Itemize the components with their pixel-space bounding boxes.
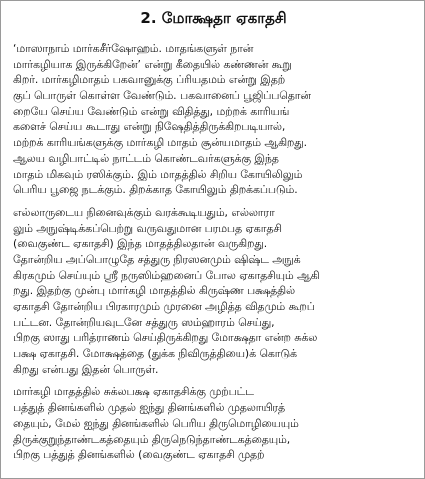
text-line: பத்துத் தினங்களில் முதல் ஐந்து தினங்களில் முதலாயிரத் bbox=[13, 401, 286, 415]
chapter-title: 2. மோக்ஷதா ஏகாதசி bbox=[140, 9, 287, 27]
text-line: பிறகு ஸாது பரித்ராணம் செய்திருக்கிறது மோக்ஷதா என்ற சுக்ல bbox=[13, 331, 318, 345]
text-line: கிரகமும் செய்யும் ஸ்ரீ நருஸிம்ஹனைப் போல ஏகாதசியும் ஆகி bbox=[13, 268, 320, 282]
text-line: திருக்குறுந்தாண்டகத்தையும் திருநெடுந்தாண்டகத்தையும், bbox=[13, 432, 291, 446]
text-line: ஏகாதசி தோன்றிய பிரகாரமும் முரனை அழித்த விதமும் கூறப் bbox=[13, 300, 315, 313]
text-line: களைச் செய்ய கூடாது என்று நிஷேதித்திருக்கிறபடியால், bbox=[13, 120, 286, 134]
text-line: ஆலய வழிபாட்டில் நாட்டம் கொண்டவர்களுக்கு இந்த bbox=[13, 151, 279, 165]
text-line: றையே செய்ய வேண்டும் என்று விதித்து, மற்றக் காரியங் bbox=[13, 104, 290, 118]
text-line: றது. இதற்கு முன்பு மார்கழி மாதத்தில் கிருஷ்ண பக்ஷத்தில் bbox=[13, 284, 295, 298]
paragraph bbox=[13, 384, 418, 462]
paragraph bbox=[13, 41, 418, 198]
text-line: எல்லாருடைய நினைவுக்கும் வரக்கூடியதும், எல்லாரா bbox=[13, 205, 275, 219]
text-line: ‘மாஸாநாம் மார்கசீர்ஷோஹம். மாதங்களுள் நான் bbox=[13, 42, 254, 55]
text-line: தோன்றிய அப்பொழுதே சத்துரு நிரஸனமும் ஷிஷ்ட அநுக் bbox=[13, 252, 301, 266]
text-line: பெரிய பூஜை நடக்கும். திறக்காத கோயிலும் திறக்கப்படும். bbox=[13, 183, 298, 197]
text-line: (வைகுண்ட ஏகாதசி) இந்த மாதத்திலதான் வருகிறது. bbox=[13, 237, 268, 251]
text-line: பிறகு பத்துத் தினங்களில் (வைகுண்ட ஏகாதசி முதற் bbox=[13, 448, 265, 462]
text-line: கிறது என்பது இதன் பொருள். bbox=[13, 362, 159, 376]
text-line: கிறர். மார்கழிமாதம் பகவானுக்கு ப்ரியதமம் என்று இதற் bbox=[13, 73, 286, 87]
text-line: குப் பொருள் கொள்ள வேண்டும். பகவானைப் பூஜிப்பதொன் bbox=[13, 89, 311, 103]
body-text bbox=[13, 41, 418, 463]
text-line: தையும், மேல் ஐந்து தினங்களில் பெரிய திருமொழியையும் bbox=[13, 416, 299, 430]
text-line: பக்ஷ ஏகாதசி. மோக்ஷத்தை (துக்க நிவிருத்தியை)க் கொடுக் bbox=[13, 347, 297, 361]
text-line: மார்கழி மாதத்தில் சுக்லபக்ஷ ஏகாதசிக்கு முற்பட்ட bbox=[13, 385, 254, 399]
paragraph bbox=[13, 205, 418, 378]
text-line: பட்டன. தோன்றியவுடனே சத்துரு ஸம்ஹாரம் செய்து, bbox=[13, 315, 275, 329]
text-line: மாதம் மிகவும் ரஸிக்கும். இம் மாதத்தில் சிறிய கோயிலிலும் bbox=[13, 167, 303, 181]
text-line: லும் அநுஷ்டிக்கப்பெற்று வருவதுமான பரமபத ஏகாதசி bbox=[13, 221, 282, 235]
text-line: மார்கழியாக இருக்கிறேன்’ என்று கீதையில் கண்ணன் கூறு bbox=[13, 57, 292, 71]
text-line: மற்றக் காரியங்களுக்கு மார்கழி மாதம் சூன்யமாதம் ஆகிறது. bbox=[13, 136, 308, 150]
